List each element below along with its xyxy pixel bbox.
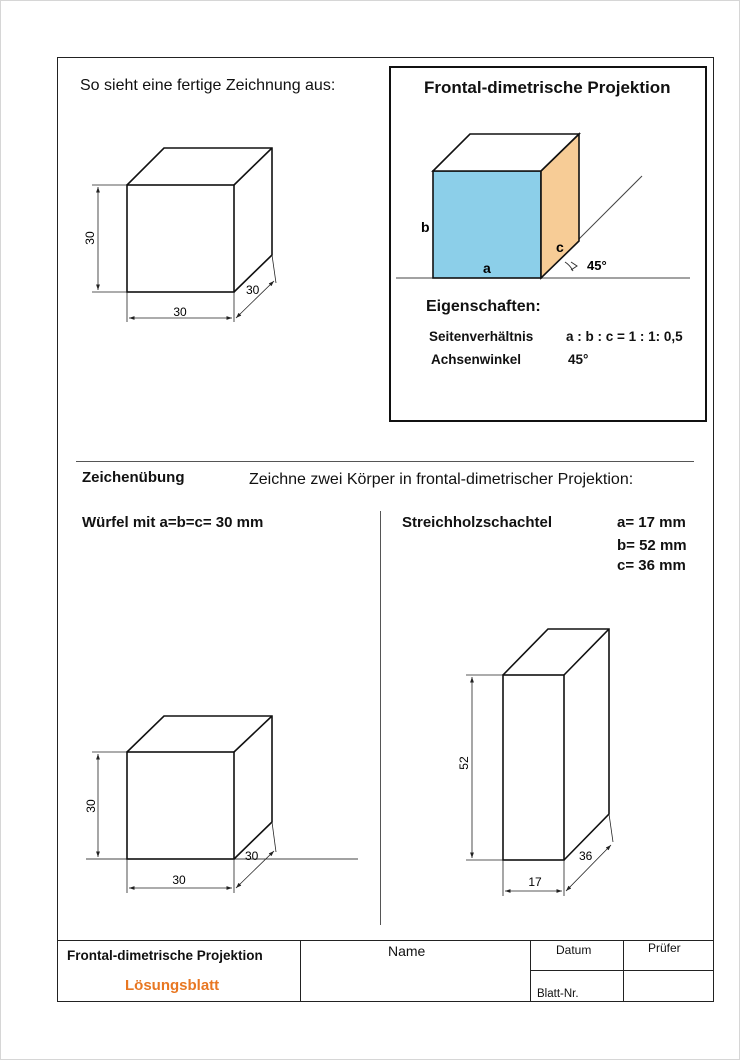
matchbox-dim-height: 52 xyxy=(457,756,471,770)
label-a: a xyxy=(483,260,491,276)
exercise-instruction: Zeichne zwei Körper in frontal-dimetrischer Projektion: xyxy=(249,471,634,488)
date-label: Datum xyxy=(556,943,592,957)
example-cube xyxy=(127,148,272,292)
box-dim-c: c= 36 mm xyxy=(617,557,686,574)
box-dim-b: b= 52 mm xyxy=(617,537,687,554)
title-block-title: Frontal-dimetrische Projektion xyxy=(67,948,263,963)
title-block-sheet-type: Lösungsblatt xyxy=(125,977,220,994)
title-block-divider-3 xyxy=(623,940,624,1002)
properties-heading: Eigenschaften: xyxy=(426,298,541,315)
matchbox-dim-width: 17 xyxy=(528,875,542,889)
label-c: c xyxy=(556,239,564,255)
title-block-divider-1 xyxy=(300,940,301,1002)
cube-task-heading: Würfel mit a=b=c= 30 mm xyxy=(82,514,264,531)
example-dim-depth: 30 xyxy=(246,283,260,297)
matchbox-dim-depth: 36 xyxy=(579,849,593,863)
sheet-number-label: Blatt-Nr. xyxy=(537,988,579,1000)
ratio-label: Seitenverhältnis xyxy=(429,329,534,344)
angle-label: Achsenwinkel xyxy=(431,352,522,367)
box-dim-a: a= 17 mm xyxy=(617,514,686,531)
intro-text: So sieht eine fertige Zeichnung aus: xyxy=(80,77,336,94)
angle-value: 45° xyxy=(568,352,589,367)
title-block-divider-2 xyxy=(530,940,531,1002)
label-b: b xyxy=(421,219,430,235)
box-task-heading: Streichholzschachtel xyxy=(402,514,553,531)
checker-label: Prüfer xyxy=(648,941,681,955)
example-dim-height: 30 xyxy=(83,231,97,245)
matchbox xyxy=(503,629,609,860)
title-block-divider-4 xyxy=(530,970,714,971)
exercise-cube-dim-depth: 30 xyxy=(245,849,259,863)
example-dim-width: 30 xyxy=(173,305,187,319)
ratio-value: a : b : c = 1 : 1: 0,5 xyxy=(566,329,683,344)
info-title: Frontal-dimetrische Projektion xyxy=(424,78,671,97)
label-angle: 45° xyxy=(587,258,607,273)
exercise-heading: Zeichenübung xyxy=(82,469,185,486)
name-label: Name xyxy=(388,943,426,959)
exercise-cube-dim-height: 30 xyxy=(84,799,98,813)
exercise-cube-dimensions xyxy=(92,752,276,893)
example-cube-dimensions xyxy=(92,185,276,322)
colored-cube xyxy=(396,134,690,278)
title-block-top-line xyxy=(57,940,714,941)
exercise-cube-dim-width: 30 xyxy=(172,873,186,887)
exercise-cube xyxy=(86,716,358,859)
